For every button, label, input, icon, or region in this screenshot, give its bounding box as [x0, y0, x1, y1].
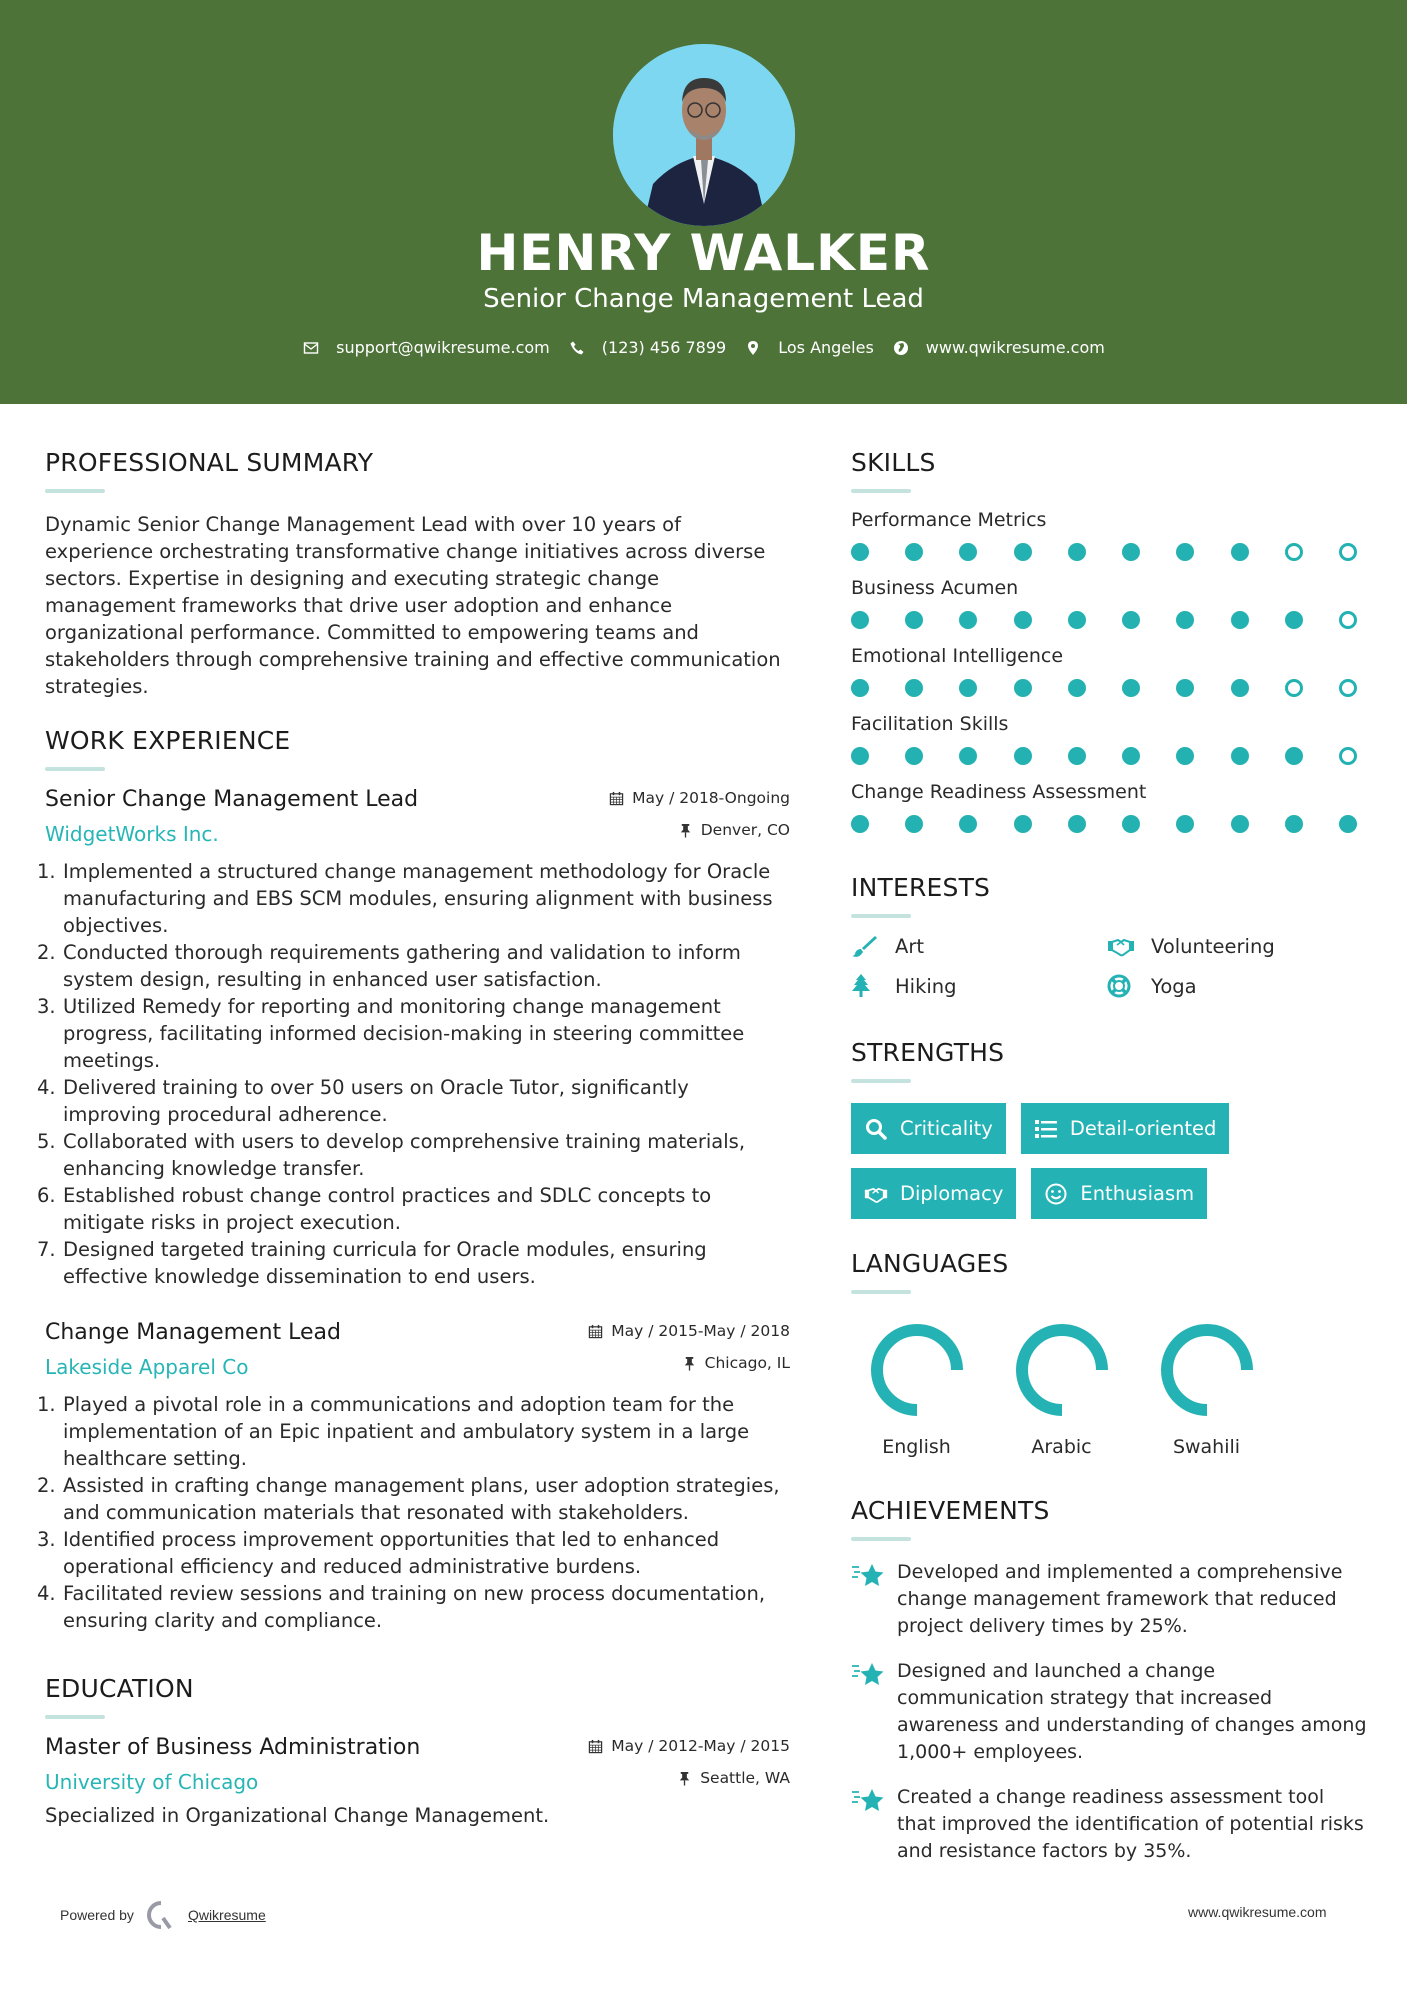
job-company: WidgetWorks Inc.	[45, 822, 219, 846]
language-arabic: Arabic	[976, 1322, 1147, 1458]
rating-dot-filled-icon	[1176, 815, 1194, 833]
rating-dot-filled-icon	[959, 679, 977, 697]
calendar-icon	[588, 1324, 603, 1339]
rating-dot-filled-icon	[1068, 679, 1086, 697]
skill-rating	[851, 747, 1357, 765]
rating-dot-filled-icon	[1231, 679, 1249, 697]
tree-icon	[851, 974, 879, 998]
education-location: Seattle, WA	[700, 1769, 790, 1787]
powered-by-label: Powered by	[60, 1907, 134, 1923]
achievement-item: Designed and launched a change communication strategy that increased awareness and understanding of changes among 1,000+ employees.	[851, 1658, 1371, 1766]
rating-dot-filled-icon	[905, 543, 923, 561]
star-icon	[851, 1786, 885, 1816]
education-meta	[588, 1735, 790, 1789]
map-pin-icon	[744, 339, 762, 357]
rating-dot-filled-icon	[905, 747, 923, 765]
language-english: English	[831, 1322, 1002, 1458]
pushpin-icon	[682, 1356, 697, 1371]
rating-dot-filled-icon	[1014, 815, 1032, 833]
experience-section	[37, 726, 790, 1634]
section-underline	[851, 489, 911, 493]
rating-dot-filled-icon	[1122, 543, 1140, 561]
skill-item	[851, 509, 1371, 561]
rating-dot-filled-icon	[1176, 611, 1194, 629]
skill-item	[851, 577, 1371, 629]
handshake-icon	[1107, 934, 1135, 958]
section-underline	[45, 489, 105, 493]
rating-dot-empty-icon	[1339, 543, 1357, 561]
rating-dot-filled-icon	[1068, 747, 1086, 765]
phone-icon	[568, 339, 586, 357]
languages-list	[851, 1322, 1371, 1458]
achievements-section	[851, 1496, 1371, 1865]
bullet-item: 3. Utilized Remedy for reporting and monitoring change management progress, facilitating informed decision-making in steering committee meetings.	[37, 995, 745, 1072]
job-bullets	[37, 1391, 790, 1634]
skill-name: Facilitation Skills	[851, 713, 1009, 735]
rating-dot-filled-icon	[1014, 747, 1032, 765]
section-title: EDUCATION	[45, 1674, 194, 1703]
contact-location	[744, 338, 874, 357]
rating-dot-filled-icon	[1231, 543, 1249, 561]
section-title: PROFESSIONAL SUMMARY	[45, 448, 374, 477]
rating-dot-filled-icon	[905, 611, 923, 629]
section-title: LANGUAGES	[851, 1249, 1009, 1278]
location-text: Los Angeles	[778, 338, 874, 357]
job-bullets	[37, 858, 790, 1290]
lifering-icon	[1107, 974, 1135, 998]
progress-ring-icon	[1159, 1322, 1255, 1418]
avatar	[613, 44, 795, 226]
achievement-item: Developed and implemented a comprehensive change management framework that reduced project delivery times by 25%.	[851, 1559, 1371, 1640]
phone-text: (123) 456 7899	[601, 338, 727, 357]
strength-badge-criticality: Criticality	[851, 1103, 1006, 1154]
bullet-item: 1. Implemented a structured change management methodology for Oracle manufacturing and EBS SCM modules, ensuring alignment with business objectives.	[37, 860, 773, 937]
rating-dot-filled-icon	[1176, 747, 1194, 765]
handshake-icon	[864, 1182, 888, 1206]
interest-yoga: Yoga	[1107, 974, 1357, 998]
rating-dot-filled-icon	[1122, 815, 1140, 833]
rating-dot-filled-icon	[1014, 679, 1032, 697]
email-text: support@qwikresume.com	[336, 338, 550, 357]
calendar-icon	[609, 791, 624, 806]
job-entry	[37, 1320, 790, 1634]
rating-dot-filled-icon	[1285, 611, 1303, 629]
rating-dot-empty-icon	[1339, 747, 1357, 765]
job-dates: May / 2018-Ongoing	[632, 789, 790, 807]
bullet-item: 2. Assisted in crafting change management plans, user adoption strategies, and communication materials that resonated with stakeholders.	[37, 1474, 780, 1524]
language-swahili: Swahili	[1121, 1322, 1292, 1458]
rating-dot-filled-icon	[905, 815, 923, 833]
skill-rating	[851, 611, 1357, 629]
smile-icon	[1044, 1182, 1068, 1206]
rating-dot-filled-icon	[851, 815, 869, 833]
contact-bar	[0, 338, 1407, 357]
summary-text: Dynamic Senior Change Management Lead with over 10 years of experience orchestrating transformative change initiatives across diverse sectors. Expertise in designing and executing strategic change management frameworks that drive user adoption and enhance organizational performance. Committed to empowering teams and stakeholders through comprehensive training and effective communication strategies.	[45, 513, 781, 698]
rating-dot-empty-icon	[1339, 611, 1357, 629]
interests-grid	[851, 934, 1371, 998]
skill-item	[851, 781, 1371, 833]
rating-dot-filled-icon	[1014, 611, 1032, 629]
section-title: ACHIEVEMENTS	[851, 1496, 1050, 1525]
powered-by	[60, 1900, 266, 1930]
job-dates: May / 2015-May / 2018	[611, 1322, 790, 1340]
summary-section	[45, 448, 790, 700]
rating-dot-filled-icon	[1122, 747, 1140, 765]
rating-dot-filled-icon	[1014, 543, 1032, 561]
section-underline	[851, 1290, 911, 1294]
job-meta	[588, 1320, 790, 1374]
job-company: Lakeside Apparel Co	[45, 1355, 249, 1379]
globe-icon	[892, 339, 910, 357]
school: University of Chicago	[45, 1770, 259, 1794]
bullet-item: 2. Conducted thorough requirements gathering and validation to inform system design, resulting in enhanced user satisfaction.	[37, 941, 741, 991]
watermark: www.qwikresume.com	[1188, 1904, 1327, 1920]
bullet-item: 3. Identified process improvement opportunities that led to enhanced operational efficiency and reduced administrative burdens.	[37, 1528, 720, 1578]
calendar-icon	[588, 1739, 603, 1754]
interest-hiking: Hiking	[851, 974, 1107, 998]
languages-section	[851, 1249, 1371, 1458]
profile-photo	[613, 44, 795, 226]
section-underline	[45, 767, 105, 771]
bullet-item: 4. Delivered training to over 50 users on Oracle Tutor, significantly improving procedural adherence.	[37, 1076, 689, 1126]
rating-dot-filled-icon	[1122, 679, 1140, 697]
interest-volunteering: Volunteering	[1107, 934, 1357, 958]
job-entry	[37, 787, 790, 1290]
strength-badge-enthusiasm: Enthusiasm	[1031, 1168, 1207, 1219]
rating-dot-filled-icon	[851, 543, 869, 561]
pushpin-icon	[677, 1771, 692, 1786]
job-location: Chicago, IL	[704, 1354, 790, 1372]
job-meta	[609, 787, 790, 841]
contact-email[interactable]	[302, 338, 550, 357]
bullet-item: 6. Established robust change control practices and SDLC concepts to mitigate risks in project execution.	[37, 1184, 712, 1234]
rating-dot-filled-icon	[1176, 543, 1194, 561]
rating-dot-filled-icon	[959, 611, 977, 629]
section-underline	[851, 1537, 911, 1541]
rating-dot-filled-icon	[1068, 543, 1086, 561]
search-icon	[864, 1117, 888, 1141]
star-icon	[851, 1561, 885, 1591]
pushpin-icon	[678, 823, 693, 838]
qwikresume-link[interactable]: Qwikresume	[187, 1907, 266, 1923]
skills-section	[851, 448, 1371, 833]
education-description: Specialized in Organizational Change Management.	[45, 1804, 550, 1827]
interest-art: Art	[851, 934, 1107, 958]
qwikresume-logo-icon	[146, 1900, 176, 1930]
strengths-section	[851, 1038, 1371, 1233]
skills-list	[851, 509, 1371, 833]
rating-dot-filled-icon	[851, 679, 869, 697]
contact-phone[interactable]	[568, 338, 726, 357]
education-entry	[45, 1735, 790, 1827]
rating-dot-filled-icon	[1068, 815, 1086, 833]
contact-website[interactable]	[892, 338, 1105, 357]
rating-dot-empty-icon	[1339, 679, 1357, 697]
rating-dot-filled-icon	[1339, 815, 1357, 833]
job-role: Senior Change Management Lead	[45, 787, 419, 812]
paintbrush-icon	[851, 934, 879, 958]
skill-rating	[851, 679, 1357, 697]
right-column	[851, 404, 1371, 1865]
rating-dot-filled-icon	[1285, 815, 1303, 833]
education-dates: May / 2012-May / 2015	[611, 1737, 790, 1755]
left-column	[37, 404, 790, 1827]
section-underline	[851, 1079, 911, 1083]
envelope-icon	[302, 339, 320, 357]
degree: Master of Business Administration	[45, 1735, 421, 1760]
bullet-item: 4. Facilitated review sessions and training on new process documentation, ensuring clarity and compliance.	[37, 1582, 766, 1632]
section-title: STRENGTHS	[851, 1038, 1005, 1067]
skill-name: Performance Metrics	[851, 509, 1047, 531]
interests-section	[851, 873, 1371, 998]
achievement-item: Created a change readiness assessment tool that improved the identification of potential risks and resistance factors by 35%.	[851, 1784, 1371, 1865]
rating-dot-filled-icon	[1122, 611, 1140, 629]
section-title: WORK EXPERIENCE	[45, 726, 291, 755]
skill-item	[851, 713, 1371, 765]
skill-name: Emotional Intelligence	[851, 645, 1064, 667]
rating-dot-filled-icon	[851, 611, 869, 629]
list-icon	[1034, 1117, 1058, 1141]
skill-item	[851, 645, 1371, 697]
bullet-item: 5. Collaborated with users to develop comprehensive training materials, enhancing knowledge transfer.	[37, 1130, 746, 1180]
rating-dot-filled-icon	[851, 747, 869, 765]
resume-header	[0, 0, 1407, 404]
progress-ring-icon	[1014, 1322, 1110, 1418]
job-role: Change Management Lead	[45, 1320, 341, 1345]
rating-dot-filled-icon	[1231, 747, 1249, 765]
candidate-name: HENRY WALKER	[476, 224, 931, 282]
rating-dot-filled-icon	[1231, 815, 1249, 833]
skill-name: Change Readiness Assessment	[851, 781, 1147, 803]
skill-rating	[851, 815, 1357, 833]
section-title: INTERESTS	[851, 873, 991, 902]
education-section	[45, 1674, 790, 1827]
section-title: SKILLS	[851, 448, 936, 477]
website-text: www.qwikresume.com	[925, 338, 1105, 357]
progress-ring-icon	[869, 1322, 965, 1418]
rating-dot-filled-icon	[905, 679, 923, 697]
rating-dot-filled-icon	[959, 747, 977, 765]
candidate-title: Senior Change Management Lead	[483, 284, 924, 314]
section-underline	[45, 1715, 105, 1719]
rating-dot-filled-icon	[1068, 611, 1086, 629]
bullet-item: 1. Played a pivotal role in a communications and adoption team for the implementation of an Epic inpatient and ambulatory system in a large healthcare setting.	[37, 1393, 750, 1470]
section-underline	[851, 914, 911, 918]
skill-rating	[851, 543, 1357, 561]
star-icon	[851, 1660, 885, 1690]
strength-badge-diplomacy: Diplomacy	[851, 1168, 1016, 1219]
rating-dot-empty-icon	[1285, 679, 1303, 697]
bullet-item: 7. Designed targeted training curricula for Oracle modules, ensuring effective knowledge dissemination to end users.	[37, 1238, 707, 1288]
rating-dot-filled-icon	[1176, 679, 1194, 697]
strength-badge-detail-oriented: Detail-oriented	[1021, 1103, 1230, 1154]
job-location: Denver, CO	[700, 821, 790, 839]
strength-badges	[851, 1103, 1371, 1233]
rating-dot-filled-icon	[1231, 611, 1249, 629]
rating-dot-filled-icon	[959, 543, 977, 561]
rating-dot-empty-icon	[1285, 543, 1303, 561]
rating-dot-filled-icon	[959, 815, 977, 833]
skill-name: Business Acumen	[851, 577, 1019, 599]
rating-dot-filled-icon	[1285, 747, 1303, 765]
